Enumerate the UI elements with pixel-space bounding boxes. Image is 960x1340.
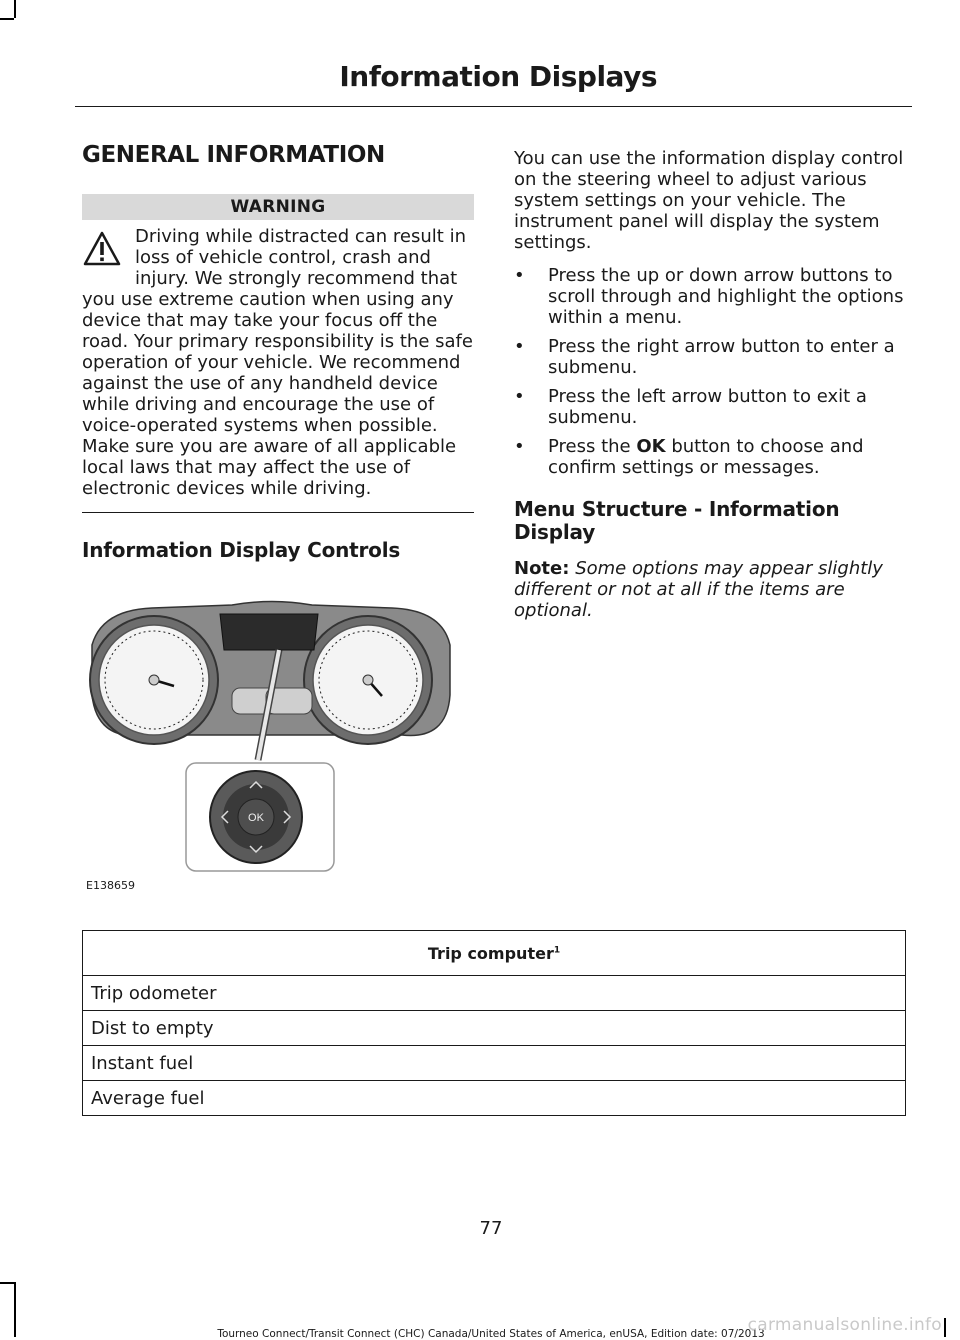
warning-box [82,226,474,513]
list-item: • Press the left arrow button to exit a submenu. [514,386,867,428]
figure-code: E138659 [86,879,135,892]
page-title: Information Displays [339,60,657,93]
footer-text: Tourneo Connect/Transit Connect (CHC) Canada/United States of America, enUSA, Edition date: 07/2013 [217,1328,765,1340]
ok-button-label: OK [248,812,264,824]
warning-triangle-icon [82,230,122,268]
page-number: 77 [479,1218,503,1239]
instructions-list [514,265,906,478]
list-item: • Press the OK button to choose and confirm settings or messages. [514,436,864,478]
trip-computer-table [82,930,906,1116]
crop-mark [14,0,16,18]
table-row: Average fuel [83,1081,906,1116]
table-row: Trip odometer [83,976,906,1011]
list-item: • Press the up or down arrow buttons to scroll through and highlight the options within a menu. [514,265,904,328]
table-row: Instant fuel [83,1046,906,1081]
intro-paragraph: You can use the information display control on the steering wheel to adjust various system settings on your vehicle. The instrument panel will display the system settings. [514,148,904,253]
warning-text: Driving while distracted can result in loss of vehicle control, crash and injury. We strongly recommend that you use extreme caution when using any device that may take your focus off the road. Your primary responsibility is the safe operation of your vehicle. We recommend against the use of any handheld device while driving and encourage the use of voice-operated systems when possible. Make sure you are aware of all applicable local laws that may affect the use of electronic devices while driving. [82,226,473,499]
controls-heading: Information Display Controls [82,538,401,562]
ok-label: OK [636,436,666,457]
left-column [82,142,474,562]
warning-header: WARNING [82,194,474,220]
right-column [514,148,906,621]
list-item: • Press the right arrow button to enter a submenu. [514,336,895,378]
section-title: GENERAL INFORMATION [82,142,385,168]
table-header: Trip computer$^1$ [83,931,906,976]
page-header [75,60,912,107]
note-label: Note: [514,558,570,579]
crop-mark [0,18,14,20]
table-row: Dist to empty [83,1011,906,1046]
instrument-cluster-figure [82,600,462,885]
note-text: Some options may appear slightly different or not at all if the items are optional. [514,558,883,621]
cluster-illustration [82,600,462,885]
watermark: carmanualsonline.info [747,1315,942,1335]
menu-structure-heading: Menu Structure - Information Display [514,497,840,544]
note [514,558,906,621]
crop-mark [0,1282,14,1284]
